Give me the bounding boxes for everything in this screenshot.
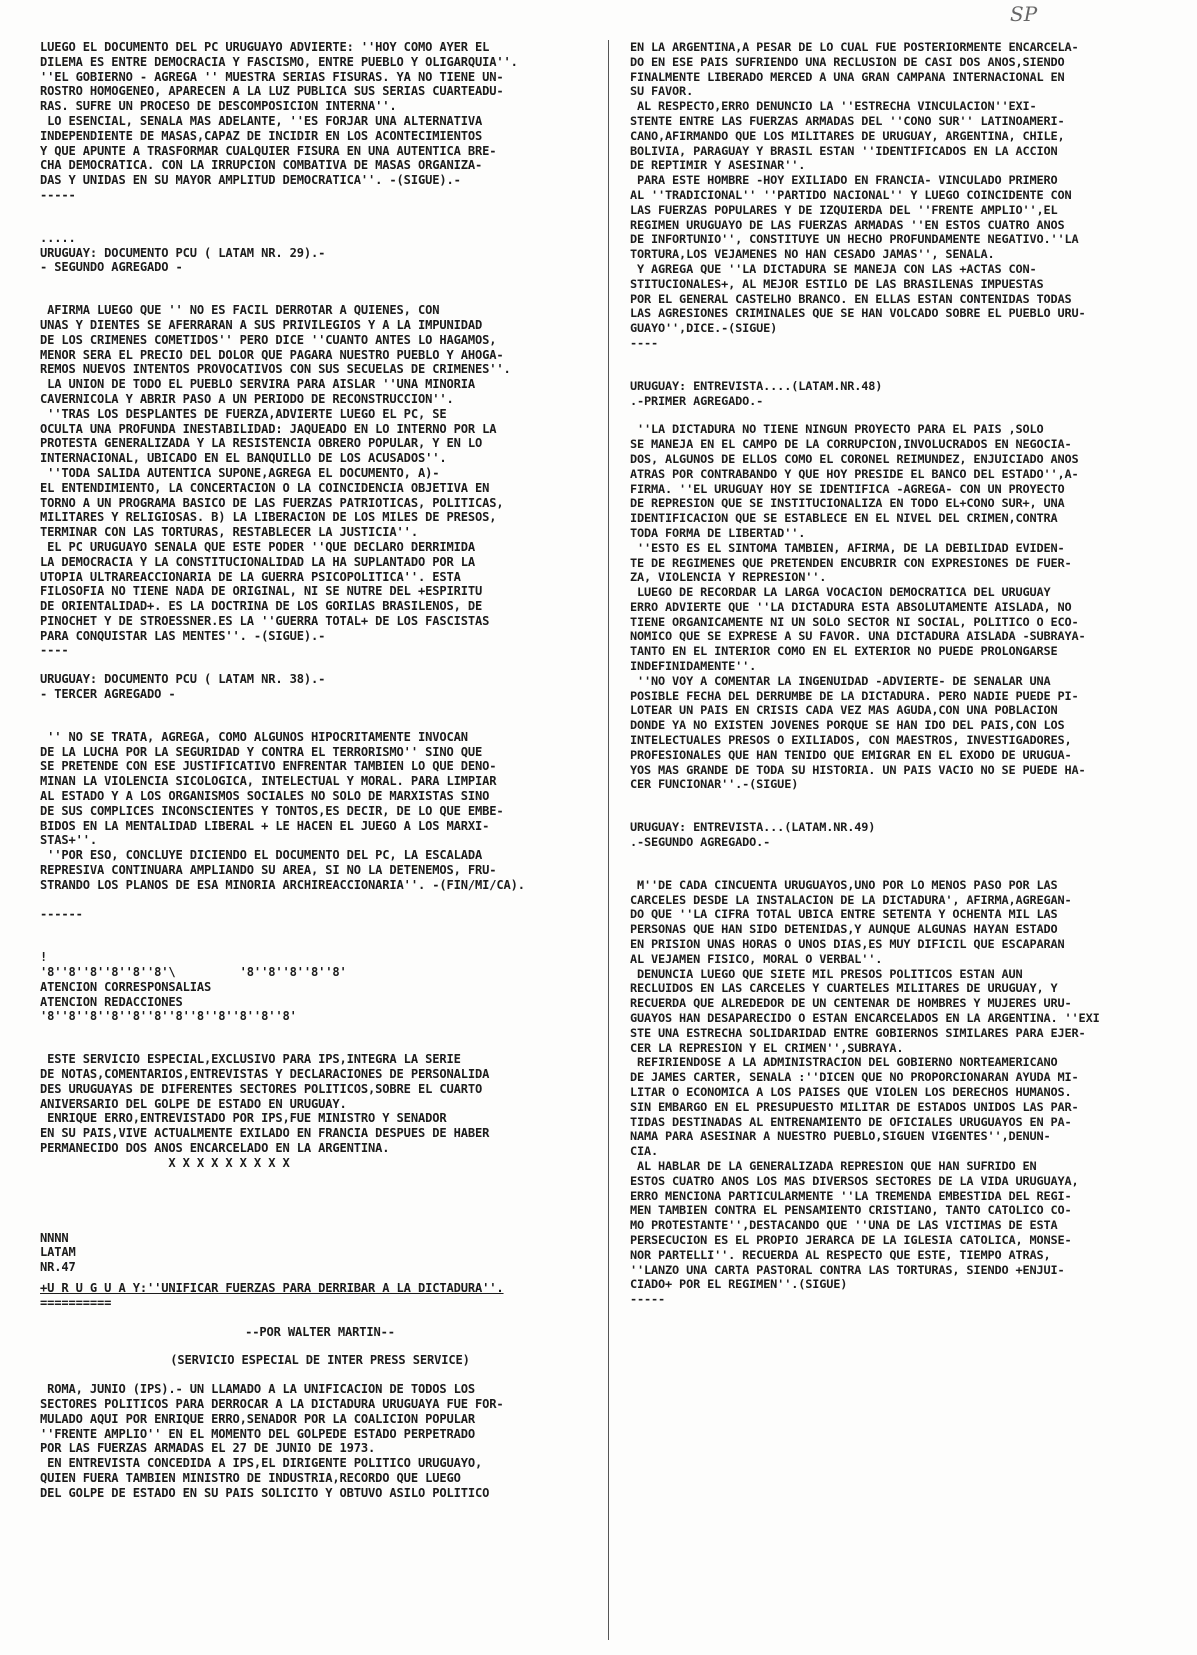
section-heading-latam-29: URUGUAY: DOCUMENTO PCU ( LATAM NR. 29).- - SEGUNDO AGREGADO - <box>40 245 326 275</box>
second-interview-addendum-body: M''DE CADA CINCUENTA URUGUAYOS,UNO POR LO MENOS PASO POR LAS CARCELES DESDE LA INSTALACION DE LA DICTADURA', AFIRMA,AGREGAN- DO QUE ''LA CIFRA TOTAL UBICA ENTRE SETENTA Y OCHENTA MIL LAS PERSONAS QUE HAN SIDO DETENIDAS,Y AUNQUE ALGUNAS HAYAN ESTADO EN PRISION UNAS HORAS O UNOS DIAS,ES MUY DIFICIL QUE ESCAPARAN AL VEJAMEN FISICO, MORAL O VERBAL''. DENUNCIA LUEGO QUE SIETE MIL PRESOS POLITICOS ESTAN AUN RECLUIDOS EN LAS CARCELES Y CUARTELES MILITARES DE URUGUAY, Y RECUERDA QUE ALREDEDOR DE UN CENTENAR DE HOMBRES Y MUJERES URU- GUAYOS HAN DESAPARECIDO O ESTAN ENCARCELADOS EN LA ARGENTINA. ''EXI STE UNA ESTRECHA SOLIDARIDAD ENTRE GOBIERNOS SIMILARES PARA EJER- CER LA REPRESION Y EL CRIMEN'',SUBRAYA. REFIRIENDOSE A LA ADMINISTRACION DEL GOBIERNO NORTEAMERICANO DE JAMES CARTER, SENALA :''DICEN QUE NO PROPORCIONARAN AYUDA MI- LITAR O ECONOMICA A LOS PAISES QUE VIOLEN LOS DERECHOS HUMANOS. SIN EMBARGO EN EL PRESUPUESTO MILITAR DE ESTADOS UNIDOS LAS PAR- TIDAS DESTINADAS AL ENTRENAMIENTO DE OFICIALES URUGUAYOS EN PA- NAMA PARA ASESINAR A NUESTRO PUEBLO,SIGUEN VIGENTES'',DENUN- CIA. AL HABLAR DE LA GENERALIZADA REPRESION QUE HAN SUFRIDO EN ESTOS CUATRO ANOS LOS MAS DIVERSOS SECTORES DE LA VIDA URUGUAYA, ERRO MENCIONA PARTICULARMENTE ''LA TREMENDA EMBESTIDA DEL REGI- MEN TAMBIEN CONTRA EL PENSAMIENTO CRISTIANO, TANTO CATOLICO CO- MO PROTESTANTE'',DESTACANDO QUE ''UNA DE LAS VICTIMAS DE ESTA PERSECUCION ES EL PROPIO JERARCA DE LA IGLESIA CATOLICA, MONSE- NOR PARTELLI''. RECUERDA AL RESPECTO QUE ESTE, TIEMPO ATRAS, ''LANZO UNA CARTA PASTORAL CONTRA LAS TORTURAS, SIENDO +ENJUI- CIADO+ POR EL REGIMEN''.(SIGUE) ----- <box>630 877 1100 1307</box>
attention-notice: ! '8''8''8''8''8''8'\ '8''8''8''8''8' ATENCION CORRESPONSALIAS ATENCION REDACCIONES '8''8''8''8''8''8''8''8''8''8''8''8' <box>40 950 347 1024</box>
article-title: +U R U G U A Y:''UNIFICAR FUERZAS PARA DERRIBAR A LA DICTADURA''. <box>40 1280 504 1295</box>
second-addendum-body: AFIRMA LUEGO QUE '' NO ES FACIL DERROTAR A QUIENES, CON UNAS Y DIENTES SE AFERRARAN A SUS PRIVILEGIOS Y A LA IMPUNIDAD DE LOS CRIMENES COMETIDOS'' PERO DICE ''CUANTO ANTES LO HAGAMOS, MENOR SERA EL PRECIO DEL DOLOR QUE PAGARA NUESTRO PUEBLO Y AHOGA- REMOS NUEVOS INTENTOS PROVOCATIVOS CON SUS SECUELAS DE CRIMENES''. LA UNION DE TODO EL PUEBLO SERVIRA PARA AISLAR ''UNA MINORIA CAVERNICOLA Y ABRIR PASO A UN PERIODO DE RECONSTRUCCION''. ''TRAS LOS DESPLANTES DE FUERZA,ADVIERTE LUEGO EL PC, SE OCULTA UNA PROFUNDA INESTABILIDAD: JAQUEADO EN LO INTERNO POR LA PROTESTA GENERALIZADA Y LA RESISTENCIA OBRERO POPULAR, Y EN LO INTERNACIONAL, UBICADO EN EL BANQUILLO DE LOS ACUSADOS''. ''TODA SALIDA AUTENTICA SUPONE,AGREGA EL DOCUMENTO, A)- EL ENTENDIMIENTO, LA CONCERTACION O LA COINCIDENCIA OBJETIVA EN TORNO A UN PROGRAMA BASICO DE LAS FUERZAS PATRIOTICAS, POLITICAS, MILITARES Y RELIGIOSAS. B) LA LIBERACION DE LOS MILES DE PRESOS, TERMINAR CON LAS TORTURAS, RESTABLECER LA JUSTICIA''. EL PC URUGUAYO SENALA QUE ESTE PODER ''QUE DECLARO DERRIMIDA LA DEMOCRACIA Y LA CONSTITUCIONALIDAD LA HA SUPLANTADO POR LA UTOPIA ULTRAREACCIONARIA DE LA GUERRA PSICOPOLITICA''. ESTA FILOSOFIA NO TIENE NADA DE ORIGINAL, NI SE NUTRE DEL +ESPIRITU DE ORIENTALIDAD+. ES LA DOCTRINA DE LOS GORILAS BRASILENOS, DE PINOCHET Y DE STROESSNER.ES LA ''GUERRA TOTAL+ DE LOS FASCISTAS PARA CONQUISTAR LAS MENTES''. -(SIGUE).- ---- <box>40 303 511 658</box>
right-column <box>630 40 1170 1307</box>
section-heading-latam-38: URUGUAY: DOCUMENTO PCU ( LATAM NR. 38).- - TERCER AGREGADO - <box>40 672 326 702</box>
first-addendum-body: ''LA DICTADURA NO TIENE NINGUN PROYECTO PARA EL PAIS ,SOLO SE MANEJA EN EL CAMPO DE LA CORRUPCION,INVOLUCRADOS EN NEGOCIA- DOS, ALGUNOS DE ELLOS COMO EL CORONEL REIMUNDEZ, ENJUICIADO ANOS ATRAS POR CONTRABANDO Y QUE HOY PRESIDE EL BANCO DEL ESTADO'',A- FIRMA. ''EL URUGUAY HOY SE IDENTIFICA -AGREGA- CON UN PROYECTO DE REPRESION QUE SE INSTITUCIONALIZA EN TODO EL+CONO SUR+, UNA IDENTIFICACION QUE SE ESTABLECE EN EL NIVEL DEL CRIMEN,CONTRA TODA FORMA DE LIBERTAD''. ''ESTO ES EL SINTOMA TAMBIEN, AFIRMA, DE LA DEBILIDAD EVIDEN- TE DE REGIMENES QUE PRETENDEN ENCUBRIR CON EXPRESIONES DE FUER- ZA, VIOLENCIA Y REPRESION''. LUEGO DE RECORDAR LA LARGA VOCACION DEMOCRATICA DEL URUGUAY ERRO ADVIERTE QUE ''LA DICTADURA ESTA ABSOLUTAMENTE AISLADA, NO TIENE ORGANICAMENTE NI UN SOLO SECTOR NI SOCIAL, POLITICO O ECO- NOMICO QUE SE EXPRESE A SU FAVOR. UNA DICTADURA AISLADA -SUBRAYA- TANTO EN EL INTERIOR COMO EN EL EXTERIOR NO PUEDE PROLONGARSE INDEFINIDAMENTE''. ''NO VOY A COMENTAR LA INGENUIDAD -ADVIERTE- DE SENALAR UNA POSIBLE FECHA DEL DERRUMBE DE LA DICTADURA. PERO NADIE PUEDE PI- LOTEAR UN PAIS EN CRISIS CADA VEZ MAS AGUDA,CON UNA POBLACION DONDE YA NO EXISTEN JOVENES PORQUE SE HAN IDO DEL PAIS,CON LOS INTELECTUALES PRESOS O EXILIADOS, CON MAESTROS, INVESTIGADORES, PROFESIONALES QUE HAN TENIDO QUE EMIGRAR EN EL EXODO DE URUGUA- YOS MAS GRANDE DE TODA SU HISTORIA. UN PAIS VACIO NO SE PUEDE HA- CER FUNCIONAR''.-(SIGUE) <box>630 422 1086 792</box>
section-heading-latam-48: URUGUAY: ENTREVISTA....(LATAM.NR.48) .-PRIMER AGREGADO.- <box>630 378 883 408</box>
separator-dots: ..... <box>40 230 76 245</box>
section-heading-latam-49: URUGUAY: ENTREVISTA...(LATAM.NR.49) .-SEGUNDO AGREGADO.- <box>630 820 876 850</box>
byline: --POR WALTER MARTIN-- <box>245 1324 395 1339</box>
column-divider <box>608 40 609 1640</box>
left-column <box>40 40 600 1501</box>
third-addendum-body: '' NO SE TRATA, AGREGA, COMO ALGUNOS HIPOCRITAMENTE INVOCAN DE LA LUCHA POR LA SEGURIDAD Y CONTRA EL TERRORISMO'' SINO QUE SE PRETENDE CON ESE JUSTIFICATIVO ENFRENTAR TAMBIEN LO QUE DENO- MINAN LA VIOLENCIA SICOLOGICA, INTELECTUAL Y MORAL. PARA LIMPIAR AL ESTADO Y A LOS ORGANISMOS SOCIALES NO SOLO DE MARXISTAS SINO DE SUS COMPLICES INCONSCIENTES Y TONTOS,ES DECIR, DE LO QUE EMBE- BIDOS EN LA MENTALIDAD LIBERAL + LE HACEN EL JUEGO A LOS MARXI- STAS+''. ''POR ESO, CONCLUYE DICIENDO EL DOCUMENTO DEL PC, LA ESCALADA REPRESIVA CONTINUARA AMPLIANDO SU AREA, SI NO LA DETENEMOS, FRU- STRANDO LOS PLANOS DE ESA MINORIA ARCHIREACCIONARIA''. -(FIN/MI/CA). ------ <box>40 729 525 922</box>
title-underline: ========== <box>40 1295 112 1310</box>
special-service-notice: ESTE SERVICIO ESPECIAL,EXCLUSIVO PARA IPS,INTEGRA LA SERIE DE NOTAS,COMENTARIOS,ENTREVISTAS Y DECLARACIONES DE PERSONALIDA DES URUGUAYAS DE DIFERENTES SECTORES POLITICOS,SOBRE EL CUARTO ANIVERSARIO DEL GOLPE DE ESTADO EN URUGUAY. ENRIQUE ERRO,ENTREVISTADO POR IPS,FUE MINISTRO Y SENADOR EN SU PAIS,VIVE ACTUALMENTE EXILADO EN FRANCIA DESPUES DE HABER PERMANECIDO DOS ANOS ENCARCELADO EN LA ARGENTINA. X X X X X X X X X <box>40 1052 490 1170</box>
article-body: ROMA, JUNIO (IPS).- UN LLAMADO A LA UNIFICACION DE TODOS LOS SECTORES POLITICOS PARA DERROCAR A LA DICTADURA URUGUAYA FUE FOR- MULADO AQUI POR ENRIQUE ERRO,SENADOR POR LA COALICION POPULAR ''FRENTE AMPLIO'' EN EL MOMENTO DEL GOLPEDE ESTADO PERPETRADO POR LAS FUERZAS ARMADAS EL 27 DE JUNIO DE 1973. EN ENTREVISTA CONCEDIDA A IPS,EL DIRIGENTE POLITICO URUGUAYO, QUIEN FUERA TAMBIEN MINISTRO DE INDUSTRIA,RECORDO QUE LUEGO DEL GOLPE DE ESTADO EN SU PAIS SOLICITO Y OBTUVO ASILO POLITICO <box>40 1382 504 1500</box>
wire-code: NNNN LATAM NR.47 <box>40 1230 76 1275</box>
pc-document-continuation: LUEGO EL DOCUMENTO DEL PC URUGUAYO ADVIERTE: ''HOY COMO AYER EL DILEMA ES ENTRE DEMOCRACIA Y FASCISMO, ENTRE PUEBLO Y OLIGARQUIA''. ''EL GOBIERNO - AGREGA '' MUESTRA SERIAS FISURAS. YA NO TIENE UN- ROSTRO HOMOGENEO, APARECEN A LA LUZ PUBLICA SUS SERIAS CUARTEADU- RAS. SUFRE UN PROCESO DE DESCOMPOSICION INTERNA''. LO ESENCIAL, SENALA MAS ADELANTE, ''ES FORJAR UNA ALTERNATIVA INDEPENDIENTE DE MASAS,CAPAZ DE INCIDIR EN LOS ACONTECIMIENTOS Y QUE APUNTE A TRASFORMAR CUALQUIER FISURA EN UNA AUTENTICA BRE- CHA DEMOCRATICA. CON LA IRRUPCION COMBATIVA DE MASAS ORGANIZA- DAS Y UNIDAS EN SU MAYOR AMPLITUD DEMOCRATICA''. -(SIGUE).- ----- <box>40 40 518 202</box>
handwritten-page-mark: SP <box>1010 2 1038 26</box>
article-continuation: EN LA ARGENTINA,A PESAR DE LO CUAL FUE POSTERIORMENTE ENCARCELA- DO EN ESE PAIS SUFRIENDO UNA RECLUSION DE CASI DOS ANOS,SIENDO FINALMENTE LIBERADO MERCED A UNA GRAN CAMPANA INTERNACIONAL EN SU FAVOR. AL RESPECTO,ERRO DENUNCIO LA ''ESTRECHA VINCULACION''EXI- STENTE ENTRE LAS FUERZAS ARMADAS DEL ''CONO SUR'' LATINOAMERI- CANO,AFIRMANDO QUE LOS MILITARES DE URUGUAY, ARGENTINA, CHILE, BOLIVIA, PARAGUAY Y BRASIL ESTAN ''IDENTIFICADOS EN LA ACCION DE REPTIMIR Y ASESINAR''. PARA ESTE HOMBRE -HOY EXILIADO EN FRANCIA- VINCULADO PRIMERO AL ''TRADICIONAL'' ''PARTIDO NACIONAL'' Y LUEGO COINCIDENTE CON LAS FUERZAS POPULARES Y DE IZQUIERDA DEL ''FRENTE AMPLIO'',EL REGIMEN URUGUAYO DE LAS FUERZAS ARMADAS ''EN ESTOS CUATRO ANOS DE INFORTUNIO'', CONSTITUYE UN HECHO PROFUNDAMENTE NEGATIVO.''LA TORTURA,LOS VEJAMENES NO HAN CESADO JAMAS'', SENALA. Y AGREGA QUE ''LA DICTADURA SE MANEJA CON LAS +ACTAS CON- STITUCIONALES+, AL MEJOR ESTILO DE LAS BRASILENAS IMPUESTAS POR EL GENERAL CASTELHO BRANCO. EN ELLAS ESTAN CONTENIDAS TODAS LAS AGRESIONES CRIMINALES QUE SE HAN VOLCADO SOBRE EL PUEBLO URU- GUAYO'',DICE.-(SIGUE) ---- <box>630 40 1086 350</box>
service-credit: (SERVICIO ESPECIAL DE INTER PRESS SERVICE) <box>170 1353 470 1368</box>
